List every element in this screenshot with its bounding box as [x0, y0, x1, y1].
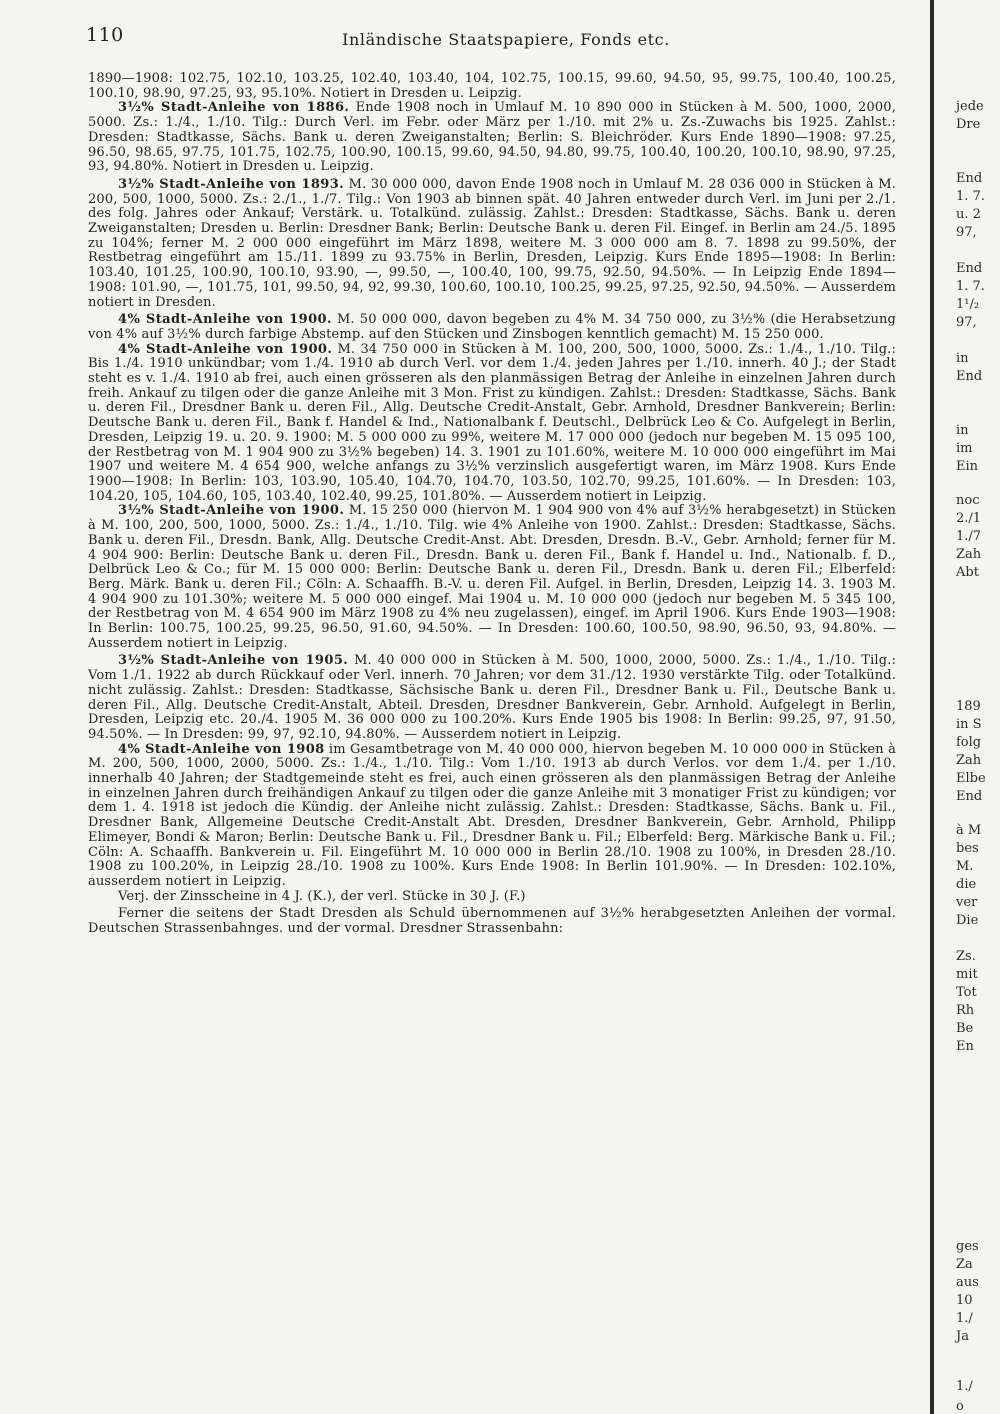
paragraph-body: 1890—1908: 102.75, 102.10, 103.25, 102.40, 103.40, 104, 102.75, 100.15, 99.60, 94.50, 95, 99.75, 100.40, 100.25, 100.10, 98.90, 97.25, 93, 95.10%. Notiert in Dresden u. Leipzig.	[88, 72, 896, 101]
margin-fragment: 97,	[956, 315, 977, 330]
margin-fragment: im	[956, 441, 973, 456]
anleihe-title: 3½% Stadt-Anleihe von 1905.	[118, 653, 349, 669]
margin-fragment: bes	[956, 841, 979, 856]
paragraph-anleihe-1886	[88, 101, 896, 175]
page-header	[86, 24, 926, 54]
main-text-column	[88, 72, 896, 1402]
margin-fragment: En	[956, 1039, 974, 1054]
paragraph-anleihe-1905	[88, 654, 896, 742]
margin-fragment: Tot	[956, 985, 977, 1000]
margin-fragment: M.	[956, 859, 974, 874]
margin-fragment: ver	[956, 895, 978, 910]
margin-fragment: End	[956, 171, 983, 186]
anleihe-title: 4% Stadt-Anleihe von 1908	[118, 741, 325, 757]
margin-fragment: aus	[956, 1275, 979, 1290]
anleihe-title: 4% Stadt-Anleihe von 1900.	[118, 341, 333, 357]
page-number: 110	[86, 24, 124, 46]
margin-fragment: mit	[956, 967, 978, 982]
margin-fragment: 1./	[956, 1311, 973, 1326]
margin-fragment: die	[956, 877, 977, 892]
adjacent-page-margin	[940, 0, 1000, 1414]
paragraph-anleihe-1900-4pct	[88, 343, 896, 505]
margin-fragment: 1. 7.	[956, 189, 985, 204]
margin-fragment: Be	[956, 1021, 974, 1036]
paragraph-anleihe-1900-3half	[88, 504, 896, 651]
paragraph-body: Ferner die seitens der Stadt Dresden als Schuld übernommenen auf 3½% herabgesetzten Anleihen der vormal. Deutschen Strassenbahnges. und der vormal. Dresdner Strassenbahn:	[88, 906, 896, 937]
margin-fragment: in	[956, 423, 969, 438]
margin-fragment: jede	[956, 99, 984, 114]
margin-fragment: Zs.	[956, 949, 976, 964]
margin-fragment: folg	[956, 735, 982, 750]
anleihe-title: 3½% Stadt-Anleihe von 1893.	[118, 176, 345, 192]
paragraph-anleihe-1893	[88, 178, 896, 310]
margin-fragment: Elbe	[956, 771, 986, 786]
margin-fragment: Zah	[956, 753, 982, 768]
margin-fragment: 2./1	[956, 511, 982, 526]
margin-fragment: Rh	[956, 1003, 975, 1018]
page-fold-rule	[930, 0, 934, 1414]
paragraph-body: M. 50 000 000, davon begeben zu 4% M. 34 750 000, zu 3½% (die Herabsetzung von 4% auf 3½% durch farbige Abstemp. auf den Stücken und Zinsbogen kenntlich gemacht) M. 15 250 000.	[88, 312, 896, 342]
margin-fragment: o	[956, 1399, 964, 1414]
paragraph-body: M. 34 750 000 in Stücken à M. 100, 200, 500, 1000, 5000. Zs.: 1./4., 1./10. Tilg.: Bis 1./4. 1910 unkündbar; vom 1./4. 1910 ab durch Verl. vor dem 1./4. jeden Jahres per 1./10. innerh. 40 J.; der Stadt steht es v. 1./4. 1910 ab frei, auch einen grösseren als den planmässigen Betrag der Anleihe in einzelnen Jahren durch freih. Ankauf zu tilgen oder die ganze Anleihe mit 3 Mon. Frist zu kündigen. Zahlst.: Dresden: Stadtkasse, Sächs. Bank u. deren Fil., Dresdner Bank u. deren Fil., Allg. Deutsche Credit-Anstalt, Gebr. Arnhold, Dresdner Bankverein; Berlin: Deutsche Bank u. deren Fil., Bank f. Handel & Ind., Nationalbank f. Deutschl., Delbrück Leo & Co. Aufgelegt in Berlin, Dresden, Leipzig 19. u. 20. 9. 1900: M. 5 000 000 zu 99%, weitere M. 17 000 000 (jedoch nur begeben M. 15 095 100, der Restbetrag von M. 1 904 900 zu 3½% begeben) 14. 3. 1901 zu 101.60%, weitere M. 10 000 000 eingeführt im Mai 1907 und weitere M. 4 654 900, welche anfangs zu 3½% verzinslich ausgefertigt waren, im März 1908. Kurs Ende 1900—1908: In Berlin: 103, 103.90, 105.40, 104.70, 104.70, 103.50, 102.70, 99.25, 101.60%. — In Dresden: 103, 104.20, 105, 104.60, 105, 103.40, 102.40, 99.25, 101.80%. — Ausserdem notiert in Leipzig.	[88, 341, 896, 504]
margin-fragment: 189	[956, 699, 981, 714]
margin-fragment: Za	[956, 1257, 973, 1272]
margin-fragment: 97,	[956, 225, 977, 240]
margin-fragment: in S	[956, 717, 982, 732]
margin-fragment: à M	[956, 823, 982, 838]
margin-fragment: End	[956, 789, 983, 804]
margin-fragment: Dre	[956, 117, 981, 132]
margin-fragment: noc	[956, 493, 980, 508]
margin-fragment: Abt	[956, 565, 979, 580]
paragraph-anleihe-1900-total	[88, 313, 896, 342]
margin-fragment: 1. 7.	[956, 279, 985, 294]
margin-fragment: 1¹/₂	[956, 297, 980, 312]
margin-fragment: Zah	[956, 547, 982, 562]
margin-fragment: End	[956, 261, 983, 276]
paragraph-body: M. 30 000 000, davon Ende 1908 noch in Umlauf M. 28 036 000 in Stücken à M. 200, 500, 1000, 5000. Zs.: 2./1., 1./7. Tilg.: Von 1903 ab binnen spät. 40 Jahren entweder durch Verl. im Juni per 2./1. des folg. Jahres oder Ankauf; Verstärk. u. Totalkünd. zulässig. Zahlst.: Dresden: Stadtkasse, Sächs. Bank u. deren Zweiganstalten; Dresden u. Berlin: Dresdner Bank; Berlin: Deutsche Bank u. deren Fil. Eingef. in Berlin am 24./5. 1895 zu 104%; ferner M. 2 000 000 eingeführt im März 1898, weitere M. 3 000 000 am 8. 7. 1898 zu 99.50%, der Restbetrag eingeführt am 15./11. 1899 zu 93.75% in Berlin, Dresden, Leipzig. Kurs Ende 1895—1908: In Berlin: 103.40, 101.25, 100.90, 100.10, 93.90, —, 99.50, —, 100.40, 100, 99.75, 92.50, 94.50%. — In Leipzig Ende 1894—1908: 101.90, —, 101.75, 101, 99.50, 94, 92, 99.30, 100.60, 100.10, 100.25, 99.25, 97.25, 92.50, 94.50%. — Ausserdem notiert in Dresden.	[88, 176, 896, 310]
anleihe-title: 3½% Stadt-Anleihe von 1886.	[118, 100, 350, 116]
margin-fragment: in	[956, 351, 969, 366]
paragraph-body: Verj. der Zinsscheine in 4 J. (K.), der verl. Stücke in 30 J. (F.)	[118, 888, 526, 904]
paragraph-anleihe-1908	[88, 743, 896, 890]
margin-fragment: End	[956, 369, 983, 384]
margin-fragment: Ein	[956, 459, 979, 474]
margin-fragment: Ja	[956, 1329, 969, 1344]
paragraph-kurse-1890-1908	[88, 72, 896, 101]
margin-fragment: Die	[956, 913, 979, 928]
anleihe-title: 3½% Stadt-Anleihe von 1900.	[118, 503, 345, 519]
anleihe-title: 4% Stadt-Anleihe von 1900.	[118, 312, 332, 328]
paragraph-body: M. 40 000 000 in Stücken à M. 500, 1000, 2000, 5000. Zs.: 1./4., 1./10. Tilg.: Vom 1./1. 1922 ab durch Rückkauf oder Verl. innerh. 70 Jahren; vor dem 31./12. 1930 verstärkte Tilg. oder Totalkünd. nicht zulässig. Zahlst.: Dresden: Stadtkasse, Sächsische Bank u. deren Fil., Dresdner Bank u. Fil., Deutsche Bank u. deren Fil., Allg. Deutsche Credit-Anstalt, Abteil. Dresden, Dresdner Bankverein, Gebr. Arnhold. Aufgelegt in Berlin, Dresden, Leipzig etc. 20./4. 1905 M. 36 000 000 zu 100.20%. Kurs Ende 1905 bis 1908: In Berlin: 99.25, 97, 91.50, 94.50%. — In Dresden: 99, 97, 92.10, 94.80%. — Ausserdem notiert in Leipzig.	[88, 653, 896, 742]
margin-fragment: u. 2	[956, 207, 981, 222]
paragraph-body: im Gesamtbetrage von M. 40 000 000, hiervon begeben M. 10 000 000 in Stücken à M. 200, 500, 1000, 2000, 5000. Zs.: 1./4., 1./10. Tilg.: Vom 1./10. 1913 ab durch Verlos. vor dem 1./4. per 1./10. innerhalb 40 Jahren; der Stadtgemeinde steht es frei, auch einen grösseren als den planmässigen Betrag der Anleihe in einzelnen Jahren durch freihändigen Ankauf zu tilgen oder die ganze Anleihe mit 3 monatiger Frist zu kündigen; vor dem 1. 4. 1918 ist jedoch die Kündig. der Anleihe nicht zulässig. Zahlst.: Dresden: Stadtkasse, Sächs. Bank u. Fil., Dresdner Bank, Allgemeine Deutsche Credit-Anstalt Abt. Dresden, Dresdner Bankverein, Gebr. Arnhold, Philipp Elimeyer, Bondi & Maron; Berlin: Deutsche Bank u. Fil., Dresdner Bank u. Fil.; Elberfeld: Berg. Märkische Bank u. Fil.; Cöln: A. Schaaffh. Bankverein u. Fil. Eingeführt M. 10 000 000 in Berlin 28./10. 1908 zu 100%, in Dresden 28./10. 1908 zu 100.20%, in Leipzig 28./10. 1908 zu 100%. Kurs Ende 1908: In Berlin 101.90%. — In Dresden: 102.10%, ausserdem notiert in Leipzig.	[88, 741, 896, 889]
paragraph-strassenbahn	[88, 907, 896, 936]
margin-fragment: 1./	[956, 1379, 973, 1394]
margin-fragment: ges	[956, 1239, 979, 1254]
margin-fragment: 1./7	[956, 529, 982, 544]
paragraph-verjaehrung	[88, 890, 896, 905]
margin-fragment: 10	[956, 1293, 973, 1308]
paragraph-body: Ende 1908 noch in Umlauf M. 10 890 000 in Stücken à M. 500, 1000, 2000, 5000. Zs.: 1./4., 1./10. Tilg.: Durch Verl. im Febr. oder März per 1./10. mit 2% u. Zs.-Zuwachs bis 1925. Zahlst.: Dresden: Stadtkasse, Sächs. Bank u. deren Zweiganstalten; Berlin: S. Bleichröder. Kurs Ende 1890—1908: 97.25, 96.50, 98.65, 97.75, 101.75, 102.75, 100.90, 100.15, 99.60, 94.50, 94.80, 99.75, 100.40, 100.20, 100.10, 98.90, 97.25, 93, 94.80%. Notiert in Dresden u. Leipzig.	[88, 100, 896, 175]
running-head: Inländische Staatspapiere, Fonds etc.	[342, 30, 670, 49]
paragraph-body: M. 15 250 000 (hiervon M. 1 904 900 von 4% auf 3½% herabgesetzt) in Stücken à M. 100, 200, 500, 1000, 5000. Zs.: 1./4., 1./10. Tilg. wie 4% Anleihe von 1900. Zahlst.: Dresden: Stadtkasse, Sächs. Bank u. deren Fil., Dresdn. Bank, Allg. Deutsche Credit-Anst. Abt. Dresden, Dresdn. B.-V., Gebr. Arnhold; ferner für M. 4 904 900: Berlin: Deutsche Bank u. deren Fil., Dresdn. Bank u. deren Fil., Bank f. Handel u. Ind., Nationalb. f. D., Delbrück Leo & Co.; für M. 15 000 000: Berlin: Deutsche Bank u. deren Fil., Dresdn. Bank u. deren Fil.; Elberfeld: Berg. Märk. Bank u. deren Fil.; Cöln: A. Schaaffh. B.-V. u. deren Fil. Aufgel. in Berlin, Dresden, Leipzig 14. 3. 1903 M. 4 904 900 zu 101.30%; weitere M. 5 000 000 eingef. Mai 1904 u. M. 10 000 000 (jedoch nur begeben M. 5 345 100, der Restbetrag von M. 4 654 900 im März 1908 zu 4% neu zugelassen), eingef. im April 1906. Kurs Ende 1903—1908: In Berlin: 100.75, 100.25, 99.25, 96.50, 91.60, 94.50%. — In Dresden: 100.60, 100.50, 98.90, 96.50, 93, 94.80%. — Ausserdem notiert in Leipzig.	[88, 503, 896, 651]
